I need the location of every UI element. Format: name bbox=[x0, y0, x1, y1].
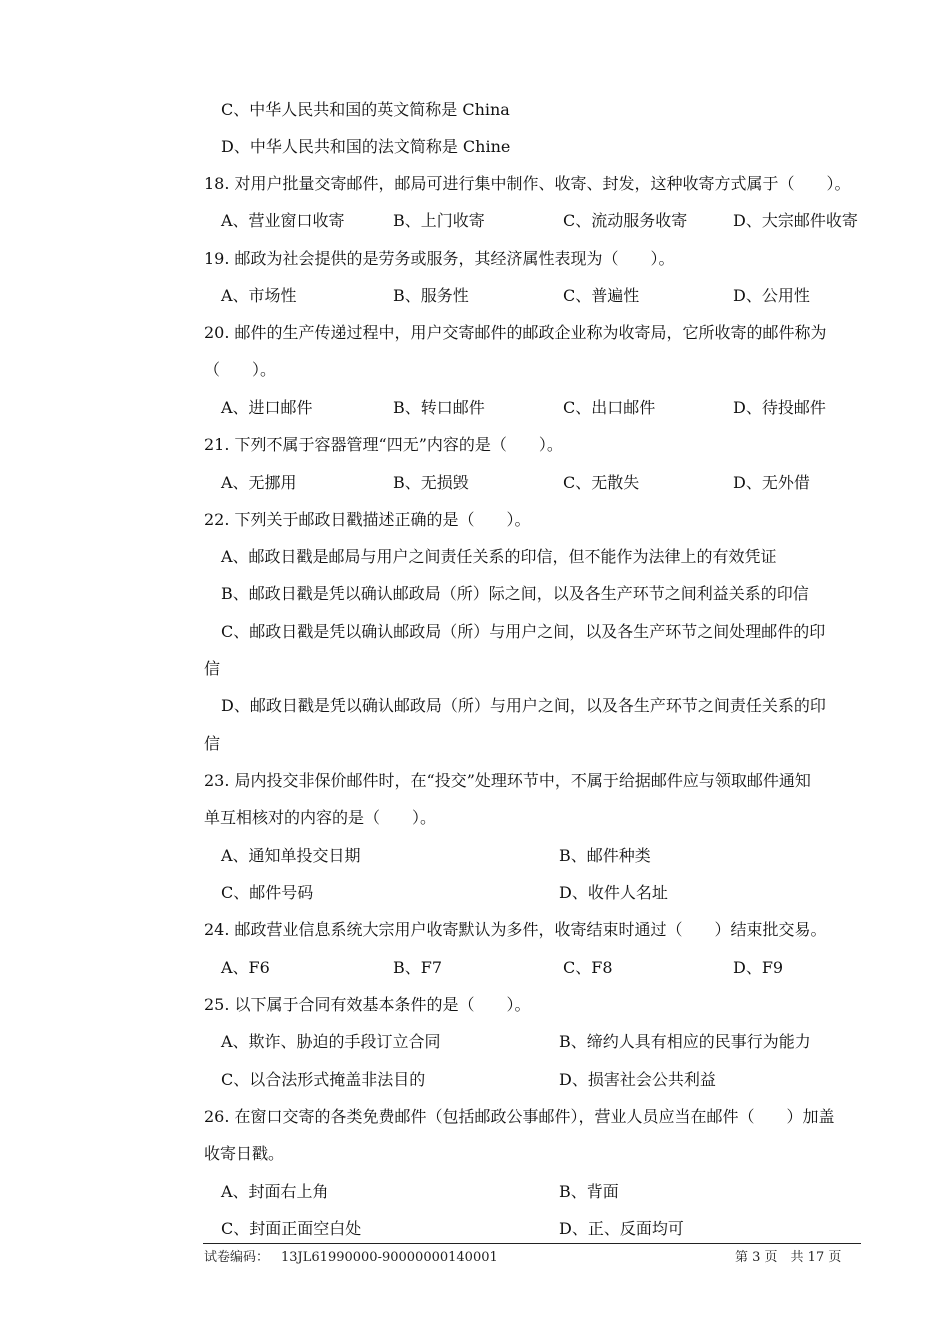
q17-option-d: D、中华人民共和国的法文简称是 Chine bbox=[221, 137, 511, 156]
question-23-continued: 单互相核对的内容的是（ ）。 bbox=[204, 808, 437, 827]
question-24: 24. 邮政营业信息系统大宗用户收寄默认为多件，收寄结束时通过（ ）结束批交易。 bbox=[204, 920, 827, 939]
q20-option-a: A、进口邮件 bbox=[221, 398, 313, 417]
q19-option-a: A、市场性 bbox=[221, 286, 297, 305]
question-26: 26. 在窗口交寄的各类免费邮件（包括邮政公事邮件），营业人员应当在邮件（ ）加盖 bbox=[204, 1107, 835, 1126]
q22-option-c: C、邮政日戳是凭以确认邮政局（所）与用户之间，以及各生产环节之间处理邮件的印 bbox=[221, 622, 826, 641]
q18-option-c: C、流动服务收寄 bbox=[563, 211, 688, 230]
q18-option-d: D、大宗邮件收寄 bbox=[733, 211, 858, 230]
q23-option-d: D、收件人名址 bbox=[559, 883, 668, 902]
q22-option-d: D、邮政日戳是凭以确认邮政局（所）与用户之间，以及各生产环节之间责任关系的印 bbox=[221, 696, 826, 715]
q22-option-c-continued: 信 bbox=[204, 659, 221, 678]
q22-option-d-continued: 信 bbox=[204, 734, 221, 753]
q22-option-b: B、邮政日戳是凭以确认邮政局（所）际之间，以及各生产环节之间利益关系的印信 bbox=[221, 584, 809, 603]
question-26-continued: 收寄日戳。 bbox=[204, 1144, 285, 1163]
q24-option-a: A、F6 bbox=[221, 958, 270, 977]
exam-code bbox=[204, 1249, 498, 1267]
q26-option-c: C、封面正面空白处 bbox=[221, 1219, 362, 1238]
q26-option-b: B、背面 bbox=[559, 1182, 619, 1201]
q25-option-a: A、欺诈、胁迫的手段订立合同 bbox=[221, 1032, 441, 1051]
q23-option-b: B、邮件种类 bbox=[559, 846, 651, 865]
q18-option-b: B、上门收寄 bbox=[393, 211, 485, 230]
q23-option-a: A、通知单投交日期 bbox=[221, 846, 361, 865]
q21-option-d: D、无外借 bbox=[733, 473, 810, 492]
question-21: 21. 下列不属于容器管理“四无”内容的是（ ）。 bbox=[204, 435, 563, 454]
q18-option-a: A、营业窗口收寄 bbox=[221, 211, 345, 230]
q25-option-b: B、缔约人具有相应的民事行为能力 bbox=[559, 1032, 811, 1051]
exam-code-value: 13JL61990000-90000000140001 bbox=[281, 1250, 498, 1265]
q21-option-a: A、无挪用 bbox=[221, 473, 297, 492]
q20-option-d: D、待投邮件 bbox=[733, 398, 826, 417]
q19-option-b: B、服务性 bbox=[393, 286, 469, 305]
q25-option-d: D、损害社会公共利益 bbox=[559, 1070, 716, 1089]
q20-option-c: C、出口邮件 bbox=[563, 398, 656, 417]
question-25: 25. 以下属于合同有效基本条件的是（ ）。 bbox=[204, 995, 531, 1014]
question-20: 20. 邮件的生产传递过程中，用户交寄邮件的邮政企业称为收寄局，它所收寄的邮件称为 bbox=[204, 323, 827, 342]
question-22: 22. 下列关于邮政日戳描述正确的是（ ）。 bbox=[204, 510, 531, 529]
q26-option-a: A、封面右上角 bbox=[221, 1182, 329, 1201]
q22-option-a: A、邮政日戳是邮局与用户之间责任关系的印信，但不能作为法律上的有效凭证 bbox=[221, 547, 777, 566]
footer-divider bbox=[203, 1243, 861, 1244]
q24-option-c: C、F8 bbox=[563, 958, 613, 977]
q17-option-c: C、中华人民共和国的英文简称是 China bbox=[221, 100, 510, 119]
q21-option-b: B、无损毁 bbox=[393, 473, 469, 492]
q25-option-c: C、以合法形式掩盖非法目的 bbox=[221, 1070, 426, 1089]
q23-option-c: C、邮件号码 bbox=[221, 883, 314, 902]
q24-option-b: B、F7 bbox=[393, 958, 443, 977]
question-23: 23. 局内投交非保价邮件时，在“投交”处理环节中，不属于给据邮件应与领取邮件通知 bbox=[204, 771, 811, 790]
question-20-continued: （ ）。 bbox=[204, 360, 277, 379]
exam-code-label: 试卷编码： bbox=[204, 1250, 270, 1265]
question-18: 18. 对用户批量交寄邮件，邮局可进行集中制作、收寄、封发，这种收寄方式属于（ ）。 bbox=[204, 174, 851, 193]
q20-option-b: B、转口邮件 bbox=[393, 398, 485, 417]
q21-option-c: C、无散失 bbox=[563, 473, 640, 492]
q19-option-c: C、普遍性 bbox=[563, 286, 640, 305]
q24-option-d: D、F9 bbox=[733, 958, 784, 977]
question-19: 19. 邮政为社会提供的是劳务或服务，其经济属性表现为（ ）。 bbox=[204, 249, 675, 268]
q19-option-d: D、公用性 bbox=[733, 286, 810, 305]
q26-option-d: D、正、反面均可 bbox=[559, 1219, 684, 1238]
page-number: 第 3 页 共 17 页 bbox=[735, 1250, 842, 1265]
